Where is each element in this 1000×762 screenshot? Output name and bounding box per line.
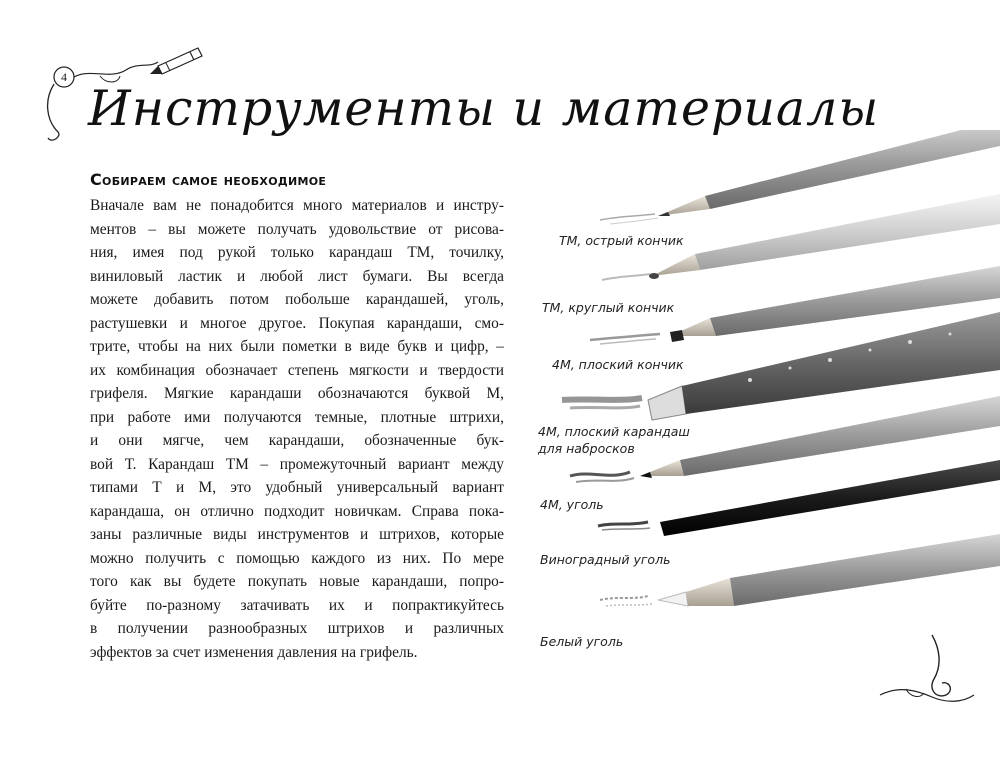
caption-4m-flat-tip: 4М, плоский кончик bbox=[552, 357, 684, 372]
body-paragraph bbox=[90, 194, 504, 664]
page-title: Инструменты и материалы bbox=[88, 80, 880, 137]
body-line: виниловый ластик и любой лист бумаги. Вы всегда bbox=[90, 267, 504, 285]
body-line: растушевки и многое другое. Покупая карандаши, смо- bbox=[90, 314, 504, 332]
caption-4m-sketching: 4М, плоский карандаш bbox=[538, 424, 690, 439]
caption-white-charcoal: Белый уголь bbox=[540, 634, 624, 649]
body-line: грифеля. Мягкие карандаши обозначаются буквой М, bbox=[90, 385, 504, 402]
body-line: карандаша, он отлично подходит новичкам. Справа пока- bbox=[90, 502, 504, 520]
body-line: буйте по-разному затачивать их и попрактикуйтесь bbox=[90, 596, 504, 614]
body-line: можете добавить потом побольше карандашей, уголь, bbox=[90, 291, 504, 308]
body-line: Вначале вам не понадобится много материалов и инстру- bbox=[90, 197, 504, 214]
swirl-ornament-icon bbox=[870, 625, 980, 715]
body-line: в получении разнообразных штрихов и различных bbox=[90, 620, 504, 637]
body-line: можно получить с помощью каждого из них. По мере bbox=[90, 549, 504, 567]
body-line: ментов – вы можете получать удовольствие от рисова- bbox=[90, 220, 504, 238]
pencil-illustration bbox=[530, 130, 1000, 670]
body-line: трите, чтобы на них были пометки в виде букв и цифр, – bbox=[90, 338, 504, 355]
body-line: при работе ими получаются темные, плотные штрихи, bbox=[90, 408, 504, 426]
white-charcoal-pencil bbox=[600, 534, 1000, 606]
page-number: 4 bbox=[61, 70, 67, 84]
caption-vine-charcoal: Виноградный уголь bbox=[540, 552, 671, 567]
pencil-icon bbox=[150, 48, 202, 74]
body-line: ния, имея под рукой только карандаш ТМ, точилку, bbox=[90, 244, 504, 261]
body-line: заны различные виды инструментов и штрихов, которые bbox=[90, 526, 504, 543]
section-heading: Собираем самое необходимое bbox=[90, 170, 327, 189]
caption-4m-sketching-line2: для набросков bbox=[538, 441, 635, 456]
body-line: вой Т. Карандаш ТМ – промежуточный вариант между bbox=[90, 455, 504, 473]
caption-tm-round: ТМ, круглый кончик bbox=[542, 300, 675, 315]
body-line: эффектов за счет изменения давления на грифель. bbox=[90, 643, 418, 661]
caption-4m-charcoal: 4М, уголь bbox=[540, 497, 604, 512]
caption-tm-sharp: ТМ, острый кончик bbox=[559, 233, 684, 248]
body-line: их комбинация обозначает степень мягкости и твердости bbox=[90, 361, 504, 379]
pencil-4m-charcoal bbox=[570, 396, 1000, 482]
body-line: типами Т и М, это удобный универсальный вариант bbox=[90, 479, 504, 496]
body-line: того как вы будете покупать новые карандаши, попро- bbox=[90, 573, 504, 590]
body-line: и они мягче, чем карандаши, обозначенные бук- bbox=[90, 432, 504, 449]
